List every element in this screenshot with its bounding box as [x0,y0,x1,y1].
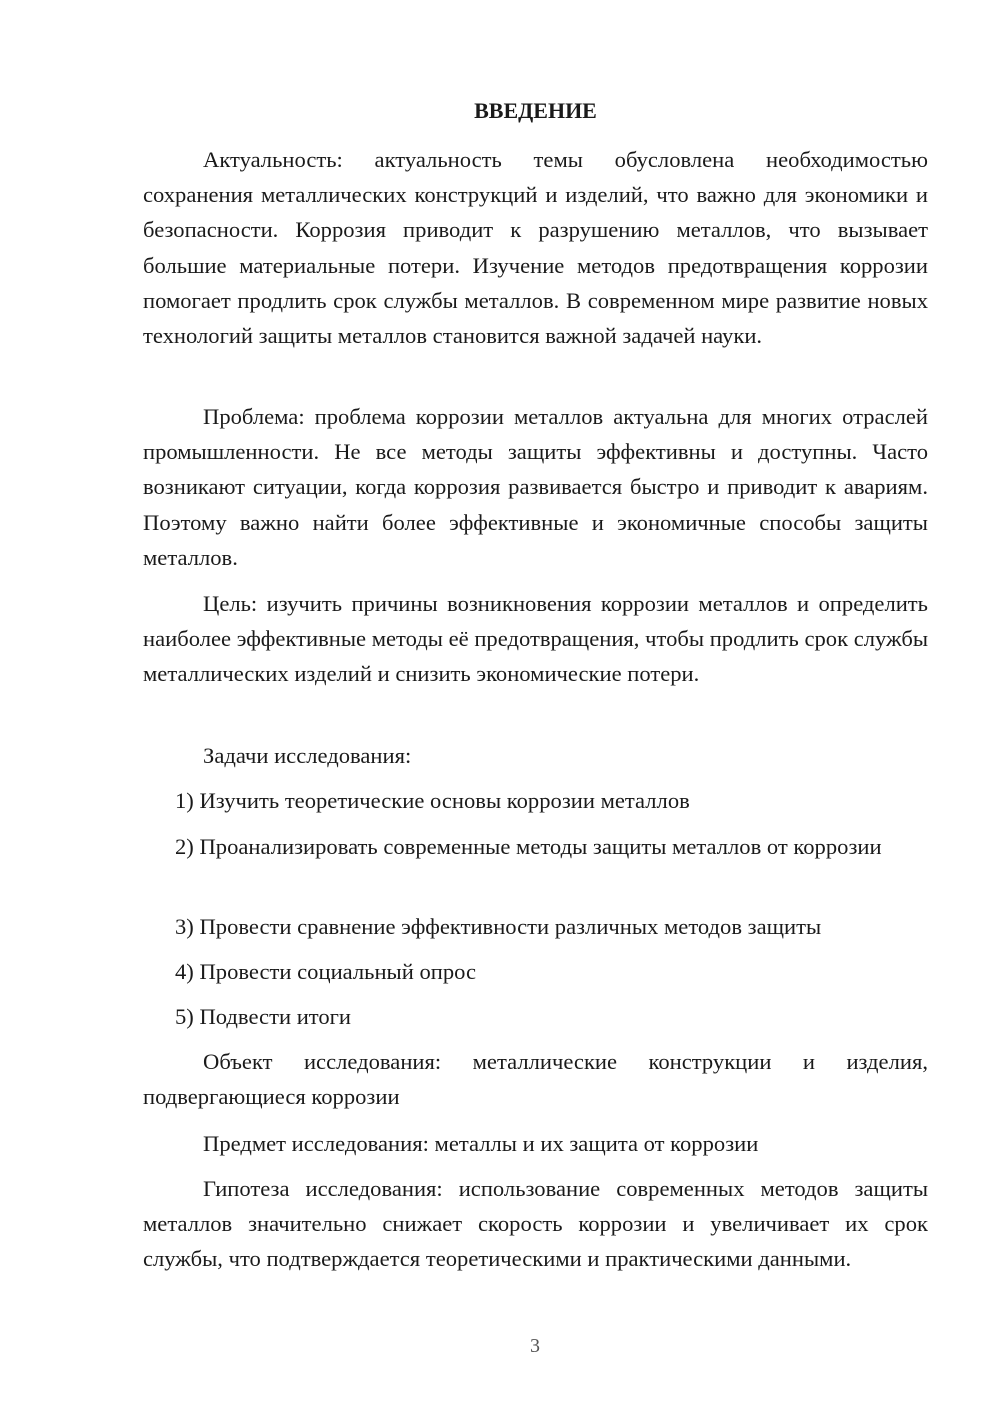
list-item-task-5: 5) Подвести итоги [175,1004,352,1029]
paragraph-object: Объект исследования: металлические конструкции и изделия, подвергающиеся коррозии [143,1049,928,1110]
paragraph-problem: Проблема: проблема коррозии металлов актуальна для многих отраслей промышленности. Не все методы защиты эффективны и доступны. Часто возникают ситуации, когда коррозия развивается быстро и приводит к авариям. Поэтому важно найти более эффективные и экономичные способы защиты металлов. [143,404,928,570]
list-item-task-3: 3) Провести сравнение эффективности различных методов защиты [175,914,822,939]
page-title: ВВЕДЕНИЕ [474,98,597,123]
list-item-task-1: 1) Изучить теоретические основы коррозии металлов [175,788,690,813]
list-item-task-2: 2) Проанализировать современные методы защиты металлов от коррозии [175,834,882,859]
paragraph-goal: Цель: изучить причины возникновения коррозии металлов и определить наиболее эффективные методы её предотвращения, чтобы продлить срок службы металлических изделий и снизить экономические потери. [143,591,928,687]
paragraph-tasks-heading: Задачи исследования: [203,743,412,768]
paragraph-subject: Предмет исследования: металлы и их защита от коррозии [203,1131,759,1156]
paragraph-hypothesis: Гипотеза исследования: использование современных методов защиты металлов значительно снижает скорость коррозии и увеличивает их срок службы, что подтверждается теоретическими и практическими данными. [143,1176,928,1272]
page-number: 3 [530,1335,540,1357]
list-item-task-4: 4) Провести социальный опрос [175,959,477,984]
paragraph-relevance: Актуальность: актуальность темы обусловлена необходимостью сохранения металлических конструкций и изделий, что важно для экономики и безопасности. Коррозия приводит к разрушению металлов, что вызывает большие материальные потери. Изучение методов предотвращения коррозии помогает продлить срок службы металлов. В современном мире развитие новых технологий защиты металлов становится важной задачей науки. [143,147,928,349]
